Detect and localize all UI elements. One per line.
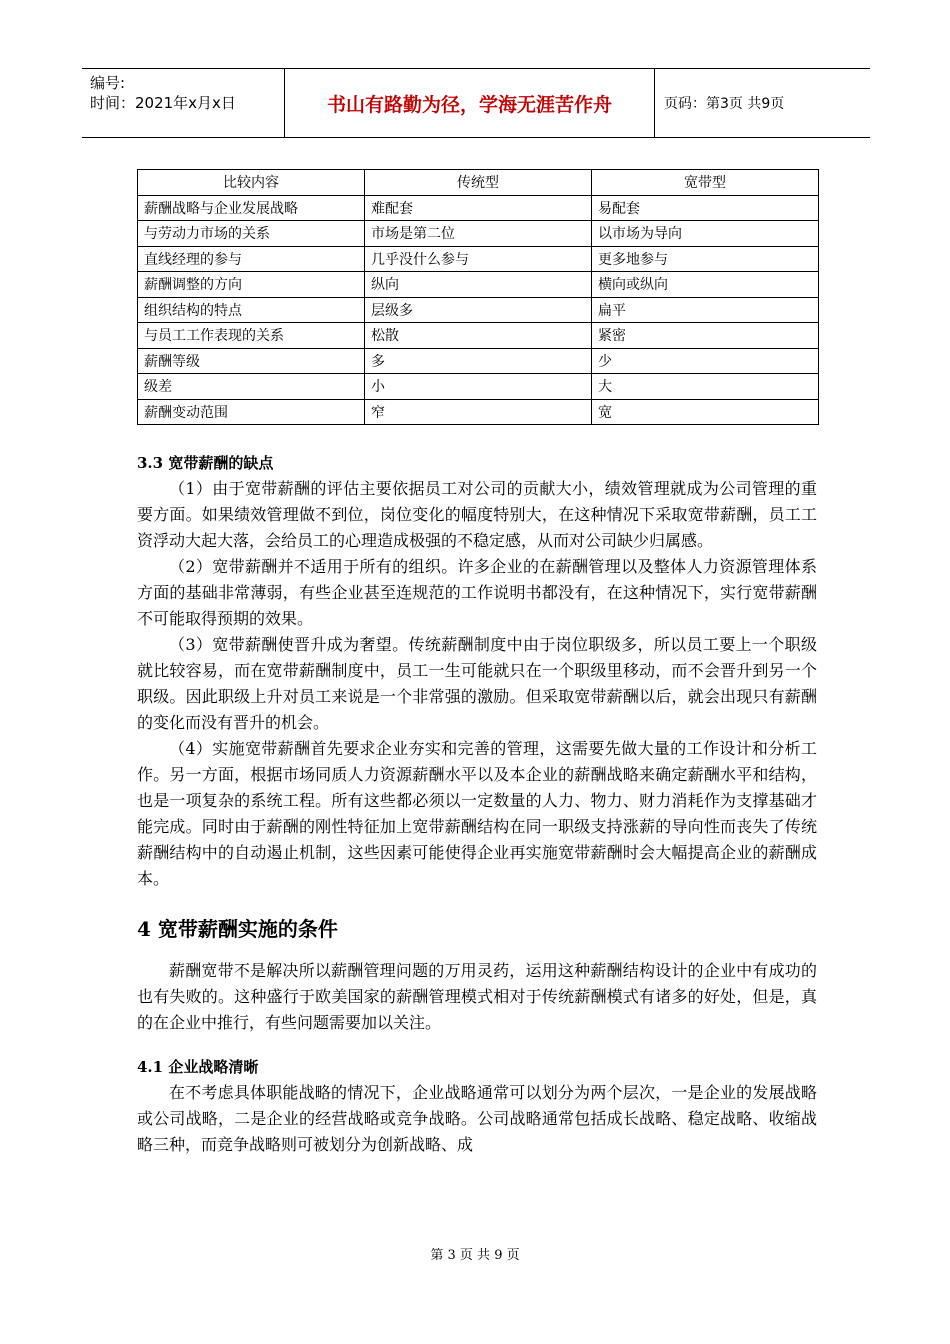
table-cell: 松散	[365, 323, 592, 349]
table-cell: 更多地参与	[592, 246, 819, 272]
column-header: 传统型	[365, 170, 592, 196]
table-cell: 市场是第二位	[365, 221, 592, 247]
table-header-row	[138, 170, 819, 196]
table-row	[138, 246, 819, 272]
table-row	[138, 272, 819, 298]
table-cell: 层级多	[365, 297, 592, 323]
table-cell: 几乎没什么参与	[365, 246, 592, 272]
table-cell: 薪酬战略与企业发展战略	[138, 195, 365, 221]
section-heading-4-1: 4.1 企业战略清晰	[137, 1058, 259, 1076]
table-cell: 少	[592, 348, 819, 374]
paragraph: （1）由于宽带薪酬的评估主要依据员工对公司的贡献大小，绩效管理就成为公司管理的重要方面。如果绩效管理做不到位，岗位变化的幅度特别大，在这种情况下采取宽带薪酬，员工工资浮动大起大落，会给员工的心理造成极强的不稳定感，从而对公司缺少归属感。	[137, 479, 817, 550]
table-cell: 窄	[365, 399, 592, 425]
table-row	[138, 195, 819, 221]
table-cell: 难配套	[365, 195, 592, 221]
paragraph: （4）实施宽带薪酬首先要求企业夯实和完善的管理，这需要先做大量的工作设计和分析工作。另一方面，根据市场同质人力资源薪酬水平以及本企业的薪酬战略来确定薪酬水平和结构，也是一项复杂的系统工程。所有这些都必须以一定数量的人力、物力、财力消耗作为支撑基础才能完成。同时由于薪酬的刚性特征加上宽带薪酬结构在同一职级支持涨薪的导向性而丧失了传统薪酬结构中的自动遏止机制，这些因素可能使得企业再实施宽带薪酬时会大幅提高企业的薪酬成本。	[137, 739, 817, 888]
table-cell: 组织结构的特点	[138, 297, 365, 323]
table-cell: 级差	[138, 374, 365, 400]
column-header: 比较内容	[138, 170, 365, 196]
column-header: 宽带型	[592, 170, 819, 196]
table-row	[138, 348, 819, 374]
number-label: 编号:	[90, 74, 126, 92]
page-footer: 第 3 页 共 9 页	[430, 1248, 520, 1263]
paragraph: （3）宽带薪酬使晋升成为奢望。传统薪酬制度中由于岗位职级多，所以员工要上一个职级就比较容易，而在宽带薪酬制度中，员工一生可能就只在一个职级里移动，而不会晋升到另一个职级。因此职级上升对员工来说是一个非常强的激励。但采取宽带薪酬以后，就会出现只有薪酬的变化而没有晋升的机会。	[137, 635, 817, 732]
table-cell: 大	[592, 374, 819, 400]
time-label: 时间：2021年x月x日	[90, 94, 236, 112]
header-page-info: 页码：第3页 共9页	[664, 96, 785, 112]
table-cell: 与劳动力市场的关系	[138, 221, 365, 247]
paragraph: 在不考虑具体职能战略的情况下，企业战略通常可以划分为两个层次，一是企业的发展战略或公司战略，二是企业的经营战略或竞争战略。公司战略通常包括成长战略、稳定战略、收缩战略三种，而竞争战略则可被划分为创新战略、成	[137, 1083, 817, 1154]
paragraph: 薪酬宽带不是解决所以薪酬管理问题的万用灵药，运用这种薪酬结构设计的企业中有成功的也有失败的。这种盛行于欧美国家的薪酬管理模式相对于传统薪酬模式有诸多的好处，但是，真的在企业中推行，有些问题需要加以关注。	[137, 961, 817, 1032]
table-row	[138, 297, 819, 323]
table-cell: 紧密	[592, 323, 819, 349]
table-row	[138, 221, 819, 247]
section-heading-3-3: 3.3 宽带薪酬的缺点	[137, 454, 274, 472]
table-cell: 薪酬调整的方向	[138, 272, 365, 298]
header-divider	[654, 69, 655, 137]
table-cell: 小	[365, 374, 592, 400]
table-cell: 宽	[592, 399, 819, 425]
table-cell: 多	[365, 348, 592, 374]
table-cell: 薪酬变动范围	[138, 399, 365, 425]
table-cell: 直线经理的参与	[138, 246, 365, 272]
table-row	[138, 323, 819, 349]
table-cell: 以市场为导向	[592, 221, 819, 247]
table-cell: 横向或纵向	[592, 272, 819, 298]
comparison-table	[137, 169, 819, 425]
paragraph: （2）宽带薪酬并不适用于所有的组织。许多企业的在薪酬管理以及整体人力资源管理体系方面的基础非常薄弱，有些企业甚至连规范的工作说明书都没有，在这种情况下，实行宽带薪酬不可能取得预期的效果。	[137, 557, 817, 628]
section-heading-4: 4 宽带薪酬实施的条件	[137, 917, 338, 941]
table-row	[138, 374, 819, 400]
document-body	[137, 450, 817, 1158]
table-cell: 与员工工作表现的关系	[138, 323, 365, 349]
table-cell: 扁平	[592, 297, 819, 323]
table-cell: 薪酬等级	[138, 348, 365, 374]
header-meta	[90, 73, 290, 113]
page-header	[82, 68, 870, 138]
table-cell: 易配套	[592, 195, 819, 221]
table-row	[138, 399, 819, 425]
header-motto: 书山有路勤为径，学海无涯苦作舟	[326, 93, 612, 116]
table-cell: 纵向	[365, 272, 592, 298]
